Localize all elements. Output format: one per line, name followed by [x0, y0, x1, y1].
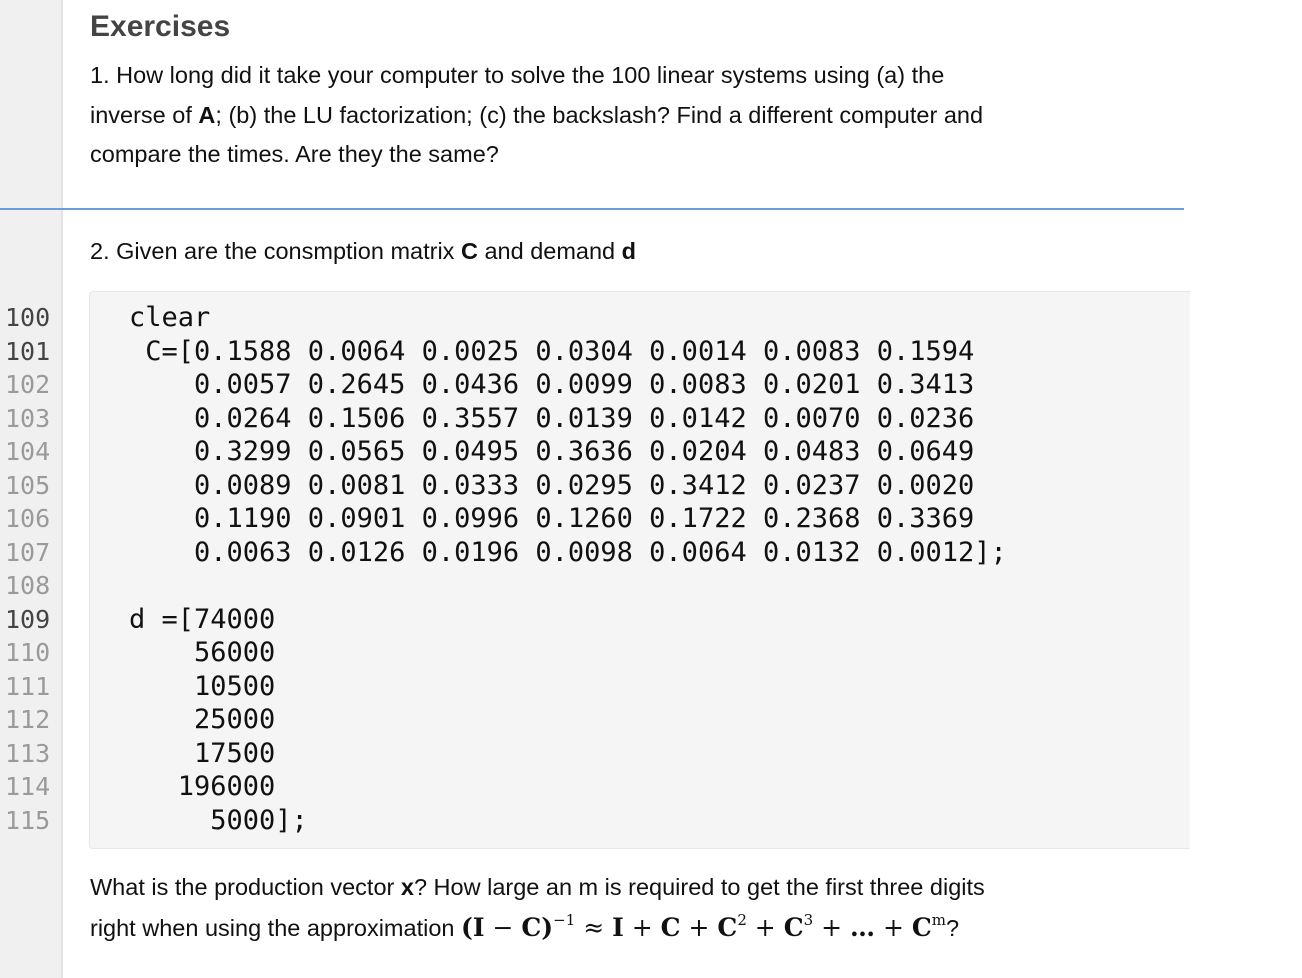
line-number: 110	[5, 638, 51, 667]
code-line: 196000	[129, 771, 276, 802]
code-line: 17500	[129, 737, 276, 769]
line-number: 107	[5, 537, 51, 567]
vector-d-symbol: d	[621, 238, 637, 264]
code-line: 5000];	[129, 804, 308, 836]
code-line: 0.0264 0.1506 0.3557 0.0139 0.0142 0.0070 0.0236	[129, 402, 975, 434]
exercise-2-text: 2. Given are the consmption matrix C and demand d	[90, 238, 637, 264]
line-number: 114	[5, 772, 51, 801]
line-number: 105	[5, 470, 51, 500]
code-line: clear	[129, 302, 211, 333]
code-line: C=[0.1588 0.0064 0.0025 0.0304 0.0014 0.0083 0.1594	[129, 335, 975, 367]
line-number: 100	[5, 303, 51, 332]
code-line: 0.3299 0.0565 0.0495 0.3636 0.0204 0.0483 0.0649	[129, 436, 975, 467]
line-number: 104	[5, 437, 51, 466]
section-title: Exercises	[90, 10, 231, 43]
code-line: 56000	[129, 637, 276, 668]
code-line: d =[74000	[129, 603, 276, 635]
line-number: 103	[5, 403, 51, 433]
cell-divider	[0, 208, 1184, 210]
exercise-1-text: 1. How long did it take your computer to solve the 100 linear systems using (a) the inverse of A; (b) the LU factorization; (c) the backslash? Find a different computer and compare the times. Are they the same?	[90, 62, 984, 167]
line-number: 101	[5, 336, 51, 366]
line-number: 112	[5, 705, 51, 734]
approximation-formula: $(I - C)^{-1} \approx I + C + C^2 + C^3$ + … + $C^m$	[461, 910, 946, 942]
matrix-c-symbol: C	[460, 238, 478, 264]
line-number: 109	[5, 604, 51, 634]
line-number: 108	[5, 571, 51, 600]
line-number: 106	[5, 504, 51, 533]
exercise-2-question: What is the production vector x? How large an m is required to get the first three digits right when using the approximation $(I - C)^{-1} \approx I + C + C^2 + C^3$ + … + $C^m$?	[90, 874, 985, 942]
code-line: 10500	[129, 670, 276, 702]
code-line: 0.0057 0.2645 0.0436 0.0099 0.0083 0.0201 0.3413	[129, 369, 975, 400]
line-number: 115	[5, 805, 51, 835]
code-line: 0.1190 0.0901 0.0996 0.1260 0.1722 0.2368 0.3369	[129, 503, 975, 534]
line-number: 113	[5, 738, 51, 768]
code-line: 25000	[129, 704, 276, 735]
matrix-a-symbol: A	[198, 101, 216, 128]
code-line: 0.0089 0.0081 0.0333 0.0295 0.3412 0.0237 0.0020	[129, 469, 975, 501]
line-number: 111	[5, 671, 51, 701]
line-number: 102	[5, 370, 51, 399]
code-line: 0.0063 0.0126 0.0196 0.0098 0.0064 0.0132 0.0012];	[129, 536, 1007, 568]
vector-x-symbol: x	[400, 874, 414, 900]
